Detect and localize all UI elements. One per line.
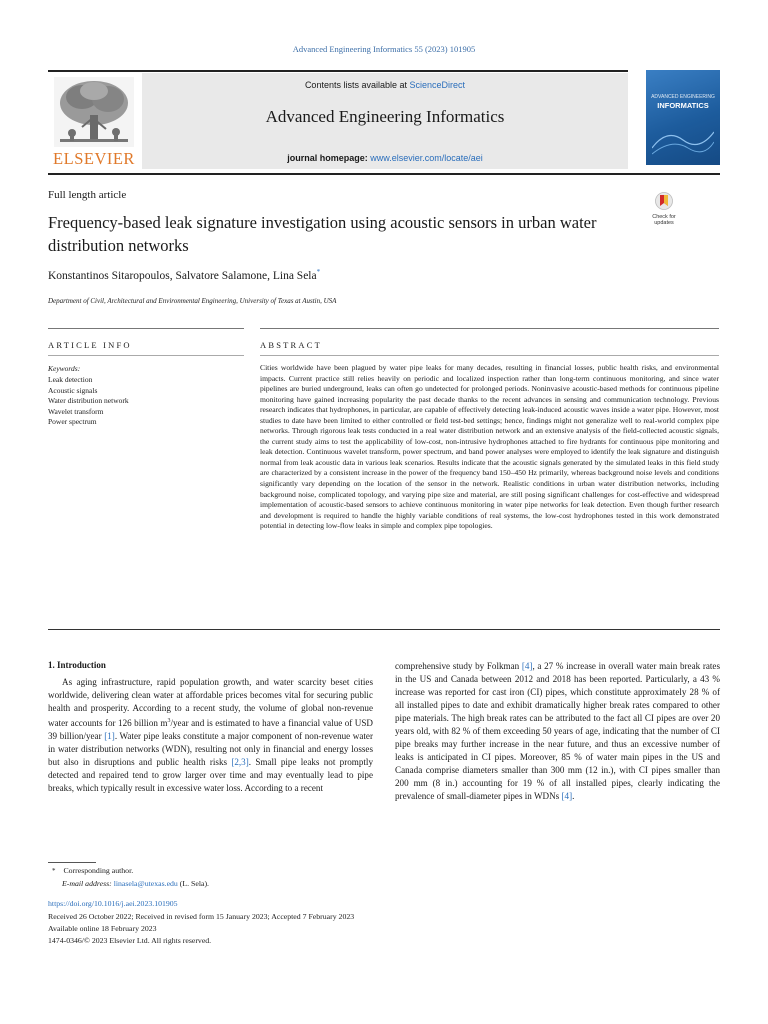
homepage-prefix: journal homepage: — [287, 153, 368, 163]
intro-text: As aging infrastructure, rapid population growth, and water scarcity beset cities worldwide, delivering clean water at affordable prices becomes vital for securing public health and prosperity. According to a recent study, the volume of global non-revenue water accounts for 126 billion m — [48, 677, 373, 729]
author-names: Konstantinos Sitaropoulos, Salvatore Salamone, Lina Sela — [48, 269, 317, 282]
article-info-top-rule — [48, 328, 244, 329]
citation-link[interactable]: [2,3] — [231, 757, 249, 768]
elsevier-logo — [48, 73, 140, 169]
doi-line — [48, 899, 178, 908]
check-updates-icon — [655, 192, 673, 212]
corresponding-author-note — [52, 866, 133, 875]
intro-right-column — [395, 660, 720, 804]
received-dates: Received 26 October 2022; Received in revised form 15 January 2023; Accepted 7 February 2023 — [48, 912, 355, 921]
email-line — [62, 879, 209, 888]
abstract-top-rule — [260, 328, 719, 329]
superscript: 3 — [167, 718, 171, 725]
masthead-bottom-rule — [48, 173, 720, 175]
cover-line-1: ADVANCED ENGINEERING — [651, 94, 715, 100]
affiliation: Department of Civil, Architectural and Environmental Engineering, University of Texas at Austin, USA — [48, 297, 337, 305]
citation-link[interactable]: [1] — [104, 731, 115, 742]
journal-cover-thumbnail[interactable] — [646, 70, 720, 165]
email-suffix: (L. Sela). — [179, 879, 210, 888]
email-link[interactable]: linasela@utexas.edu — [113, 879, 178, 888]
footnote-mark: * — [52, 867, 56, 875]
masthead-panel — [142, 73, 628, 169]
keyword-item: Leak detection — [48, 375, 93, 384]
intro-text: comprehensive study by Folkman — [395, 661, 522, 671]
article-type: Full length article — [48, 189, 127, 201]
intro-text: , a 27 % increase in overall water main break rates in the US and Canada between 2012 and 2018 has been reported. Particularly, a 43 % increase was reported for cast iron (CI) pipes, which constitute approximately 28 % of all installed pipes to date and exhibit dramatically higher break rates compared to other pipe materials. The high break rates can be attributed to the fact all CI pipes are over 20 years old, with 82 % of them exceeding 50 years of age, indicating that the number of CI pipe breaks may further increase in the near future, and thus an excessive number of leaks is anticipated in CI pipes. Moreover, 85 % of water main pipes in the US and Canada comprise diameters smaller than 300 mm (12 in.), with CI pipes smaller than 200 mm (8 in.) accounting for 19 % of all installed pipes, clearly indicating the prevalence of small-diameter pipes in WDNs — [395, 661, 720, 802]
journal-name: Advanced Engineering Informatics — [265, 107, 505, 126]
corresponding-author-text: Corresponding author. — [63, 866, 134, 875]
available-online: Available online 18 February 2023 — [48, 924, 157, 933]
abstract-bottom-rule — [48, 629, 720, 630]
section-heading-introduction: 1. Introduction — [48, 660, 106, 670]
citation-link[interactable]: [4] — [521, 661, 533, 671]
keyword-item: Wavelet transform — [48, 406, 104, 416]
citation-link[interactable]: [4] — [561, 791, 573, 802]
author-list — [48, 268, 320, 282]
elsevier-tree-icon — [54, 77, 134, 147]
keyword-item: Water distribution network — [48, 396, 129, 405]
contents-line — [142, 80, 628, 90]
check-for-updates-badge[interactable] — [646, 192, 682, 232]
cover-line-2: INFORMATICS — [657, 101, 709, 110]
article-info-sub-rule — [48, 355, 244, 356]
elsevier-wordmark: ELSEVIER — [53, 149, 135, 168]
abstract-text: Cities worldwide have been plagued by water pipe leaks for many decades, resulting in financial losses, public health risks, and environmental impacts. Current practice still relies heavily on periodic and localized inspection rather than long-term continuous monitoring, and since water pipelines are buried underground, leaks can often go undetected for prolonged periods. Noninvasive acoustic-based methods for continuous pipeline monitoring have gained increasing popularity the past decade thanks to the recent advances in sensing and communication technology. Previous research indicates that hydrophones, in particular, are capable of effectively detecting leak-induced acoustic waves inside a water pipe. However, most studies to date have been limited to either controlled or field test-bed settings; hence, findings might not generalize well to real-world complex pipe networks. Through rigorous leak tests conducted in a real water distribution network and an extensive analysis of the field-collected acoustic signals, the current study aims to test the applicability of low-cost, non-intrusive hydrophones attached to fire hydrants for continuous pipe monitoring and leak detection. Continuous wavelet transform, power spectrum, and band power analyses were employed to identify the leak signature and distinguish normal from leak acoustic data in various leak scenarios. Results indicate that the acoustic signals generated by the simulated leaks in this field study are characterized by a consistent increase in the power of the frequency band 150–450 Hz primarily, whereas background noise levels and conditions significantly vary depending on the location of the sensor in the network. Realistic conditions in urban water distribution networks, including background noise, complicated topology, and varying pipe size and material, are still posing significant challenges for cost-effective and widespread implementation of acoustic-based sensors to achieve continuous monitoring in water pipe networks for leak detection. Even though further research and development is required to handle the highly variable conditions of real systems, the low-cost hydrophones tested in this work demonstrated potential in detecting low-flow leaks in simple and complex pipe topologies. — [260, 363, 719, 531]
corresponding-author-mark[interactable]: * — [316, 268, 321, 276]
sciencedirect-link[interactable]: ScienceDirect — [409, 80, 466, 90]
abstract-sub-rule — [260, 355, 719, 356]
intro-text: . Small pipe leaks not promptly detected and repaired tend to grow larger over time and may eventually lead to pipe breaks, which typically result in excessive water loss. According to a recent — [48, 757, 373, 794]
copyright-line: 1474-0346/© 2023 Elsevier Ltd. All rights reserved. — [48, 936, 212, 945]
footnote-rule — [48, 862, 96, 863]
intro-left-column — [48, 676, 373, 795]
doi-link[interactable]: https://doi.org/10.1016/j.aei.2023.101905 — [48, 899, 178, 908]
keyword-item: Acoustic signals — [48, 385, 98, 395]
check-updates-line-1: Check for — [652, 214, 676, 220]
contents-prefix: Contents lists available at — [304, 80, 407, 90]
intro-text: . — [572, 791, 575, 802]
article-info-heading: ARTICLE INFO — [48, 340, 132, 350]
intro-text: /year and is estimated to have a financial value of USD 39 billion/year — [48, 718, 373, 742]
email-label: E-mail address: — [62, 879, 112, 888]
running-head: Advanced Engineering Informatics 55 (2023) 101905 — [292, 44, 476, 54]
check-updates-line-2: updates — [654, 220, 674, 226]
abstract-heading: ABSTRACT — [260, 340, 322, 350]
article-title: Frequency-based leak signature investigation using acoustic sensors in urban water distribution networks — [48, 213, 597, 255]
check-updates-label — [646, 214, 682, 226]
keywords-list — [48, 375, 129, 428]
homepage-line — [142, 153, 628, 163]
keywords-label: Keywords: — [48, 364, 81, 373]
cover-graphic-icon — [652, 118, 714, 158]
journal-homepage-link[interactable]: www.elsevier.com/locate/aei — [370, 153, 483, 163]
intro-text: . Water pipe leaks constitute a major component of non-revenue water in water distribution networks (WDN), resulting not only in financial and energy losses but also in disruptions and public health risks — [48, 731, 373, 768]
masthead-top-rule — [48, 70, 628, 72]
keyword-item: Power spectrum — [48, 417, 97, 426]
